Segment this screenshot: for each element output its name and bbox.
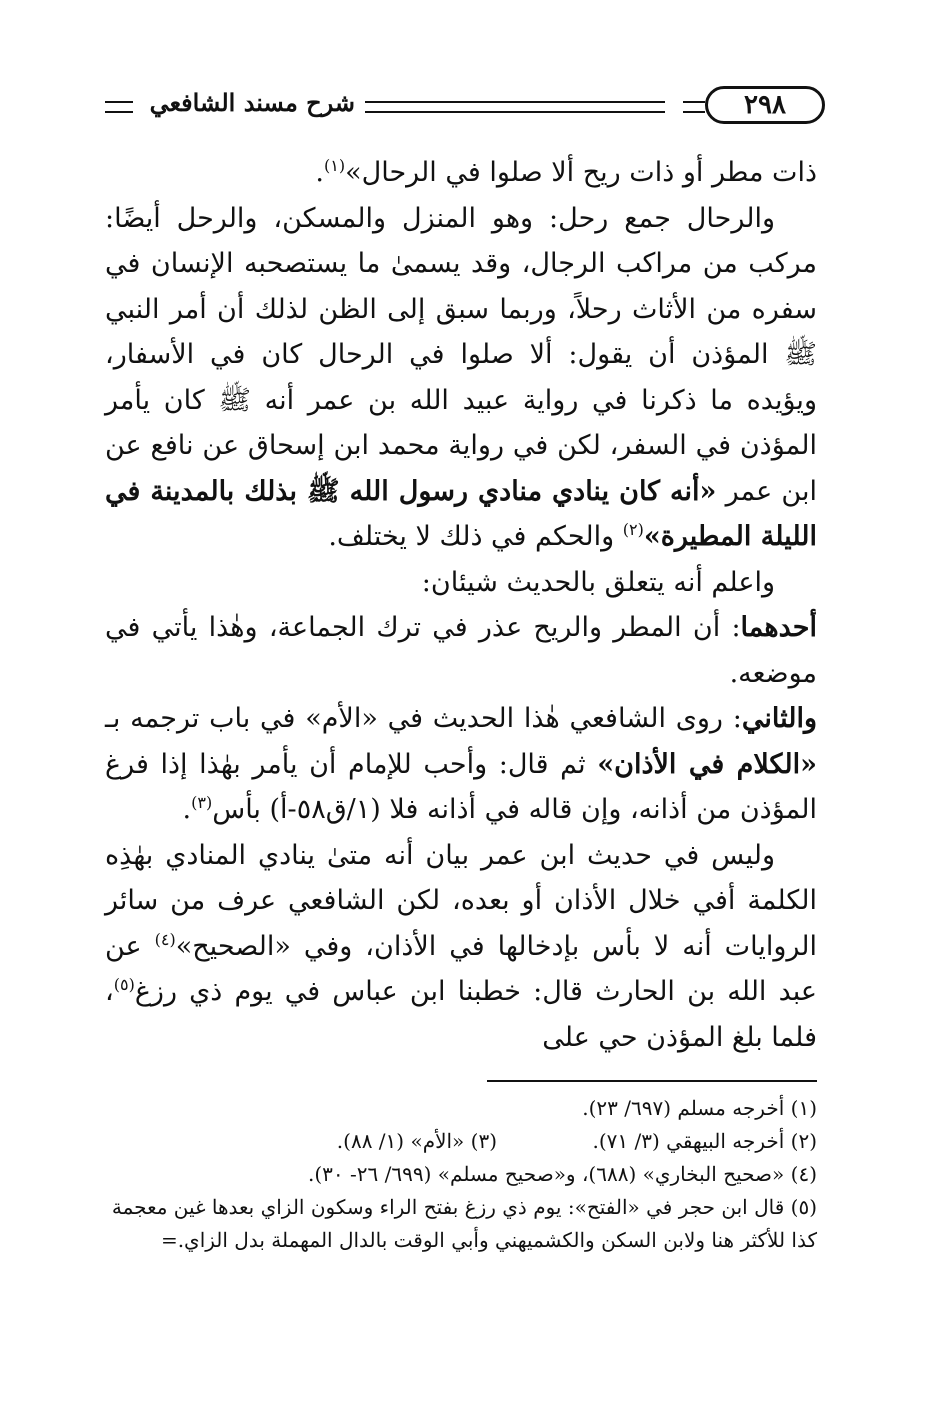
text: . xyxy=(315,157,325,188)
running-title: شرح مسند الشافعي xyxy=(149,88,355,117)
paragraph xyxy=(105,833,817,1061)
main-text xyxy=(105,150,817,1060)
bold-label: أحدهما xyxy=(740,612,817,643)
footnote: (١) أخرجه مسلم (٦٩٧/ ٢٣). xyxy=(582,1096,817,1120)
header-rule xyxy=(105,101,133,113)
footnotes xyxy=(105,1092,817,1257)
text: واعلم أنه يتعلق بالحديث شيئان: xyxy=(421,566,775,598)
text: ذات مطر أو ذات ريح ألا صلوا في الرحال» xyxy=(345,157,817,188)
bold-quote: «أنه كان ينادي منادي رسول الله ﷺ بذلك بالمدينة في الليلة المطيرة» xyxy=(105,475,817,552)
paragraph xyxy=(105,196,817,560)
text: والرحال جمع رحل: وهو المنزل والمسكن، والرحل أيضًا: مركب من مراكب الرجال، وقد يسمىٰ ما يستصحبه الإنسان في سفره من الأثاث رحلاً، وربما سبق إلى الظن لذلك أن أمر النبي ﷺ المؤذن أن يقول: ألا صلوا في الرحال كان في الأسفار، ويؤيده ما ذكرنا في رواية عبيد الله بن عمر أنه ﷺ كان يأمر المؤذن في السفر، لكن في رواية محمد ابن إسحاق عن نافع عن ابن عمر xyxy=(105,202,817,507)
text: . xyxy=(182,794,192,825)
header-rule xyxy=(365,101,665,113)
text: وليس في حديث ابن عمر بيان أنه متىٰ ينادي المنادي بهٰذِه الكلمة أفي خلال الأذان أو بعده، لكن الشافعي عرف من سائر الروايات أنه لا بأس بإدخالها في الأذان، وفي «الصحيح» xyxy=(105,839,817,962)
footnote: (٤) «صحيح البخاري» (٦٨٨)، و«صحيح مسلم» (٦٩٩/ ٢٦- ٣٠). xyxy=(308,1162,817,1186)
bold-label: والثاني xyxy=(741,703,817,734)
paragraph xyxy=(105,696,817,833)
footnote: (٥) قال ابن حجر في «الفتح»: يوم ذي رزغ بفتح الراء وسكون الزاي بعدها غين معجمة xyxy=(111,1195,817,1219)
footnote-ref: (٤) xyxy=(154,929,176,949)
text: ، فلما بلغ المؤذن حي على xyxy=(105,976,817,1053)
footnote-ref: (١) xyxy=(324,156,346,175)
text: ثم قال: وأحب للإمام أن يأمر بهٰذا إذا فرغ المؤذن من أذانه، وإن قاله في أذانه فلا (١/ق٥٨-أ) بأس xyxy=(105,748,817,825)
bold-quote: «الكلام في الأذان» xyxy=(597,748,817,780)
footnote: كذا للأكثر هنا ولابن السكن والكشميهني وأبي الوقت بالدال المهملة بدل الزاي.= xyxy=(160,1228,817,1252)
footnote-ref: (٢) xyxy=(622,520,644,539)
footnote: (٢) أخرجه البيهقي (٣/ ٧١). xyxy=(592,1129,817,1153)
paragraph xyxy=(105,150,817,196)
footnote-divider xyxy=(487,1080,817,1082)
header-rule xyxy=(683,101,705,113)
footnote-ref: (٣) xyxy=(191,793,213,812)
text: : أن المطر والريح عذر في ترك الجماعة، وهٰذا يأتي في موضعه. xyxy=(105,612,817,689)
text: والحكم في ذلك لا يختلف. xyxy=(328,521,623,552)
page-header xyxy=(105,84,825,128)
text: عن عبد الله بن الحارث قال: خطبنا ابن عباس في يوم ذي رزغ xyxy=(105,930,817,1007)
footnote: (٣) «الأم» (١/ ٨٨). xyxy=(336,1129,497,1153)
footnote-row xyxy=(105,1125,817,1158)
footnote-ref: (٥) xyxy=(113,975,135,994)
paragraph xyxy=(105,560,817,606)
page-number: ٢٩٨ xyxy=(705,86,825,124)
text: : روى الشافعي هٰذا الحديث في «الأم» في باب ترجمه بـ xyxy=(105,703,742,734)
paragraph xyxy=(105,605,817,696)
